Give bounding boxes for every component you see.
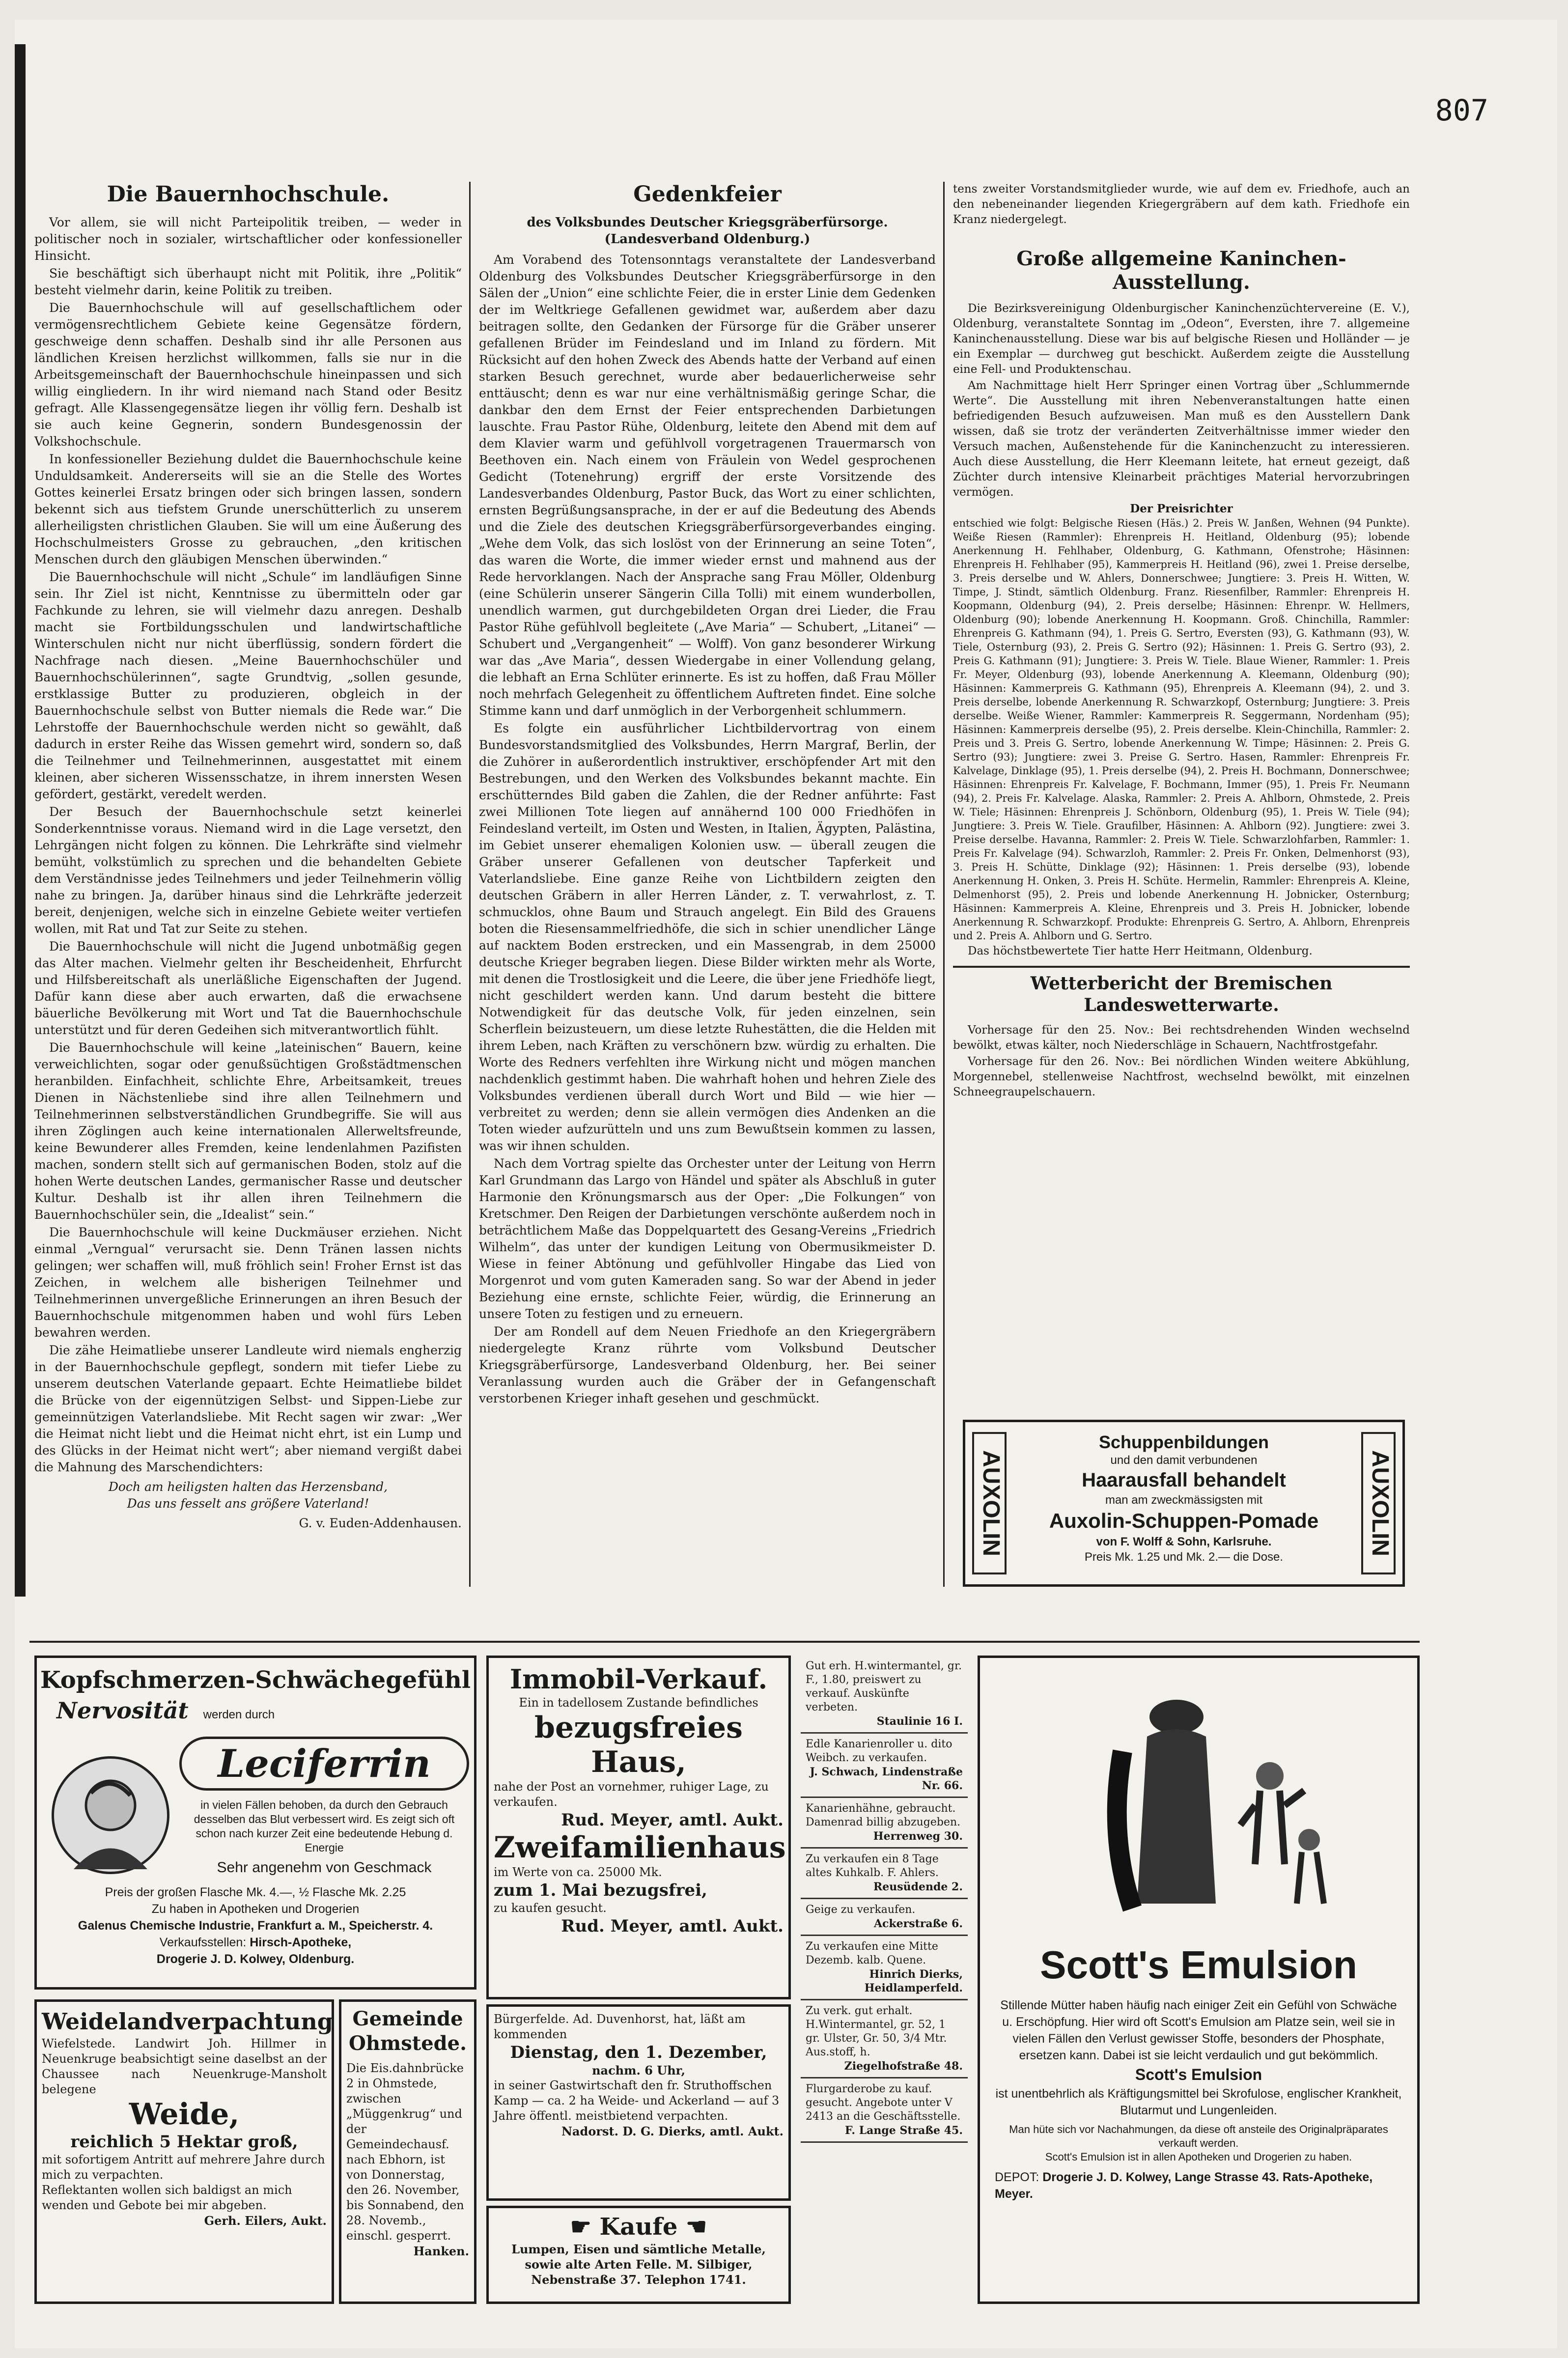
immobil-big: Zweifamilienhaus bbox=[494, 1830, 786, 1865]
scotts-subtitle: Scott's Emulsion bbox=[1135, 2066, 1262, 2083]
closing-line: Das höchstbewertete Tier hatte Herr Heitmann, Oldenburg. bbox=[968, 945, 1313, 957]
leciferrin-subline bbox=[37, 1697, 474, 1724]
seller: Drogerie J. D. Kolwey, Oldenburg. bbox=[156, 1952, 355, 1966]
immobil-text: Ein in tadellosem Zustande befindliches bbox=[519, 1696, 758, 1710]
leciferrin-sub: Nervosität bbox=[56, 1697, 189, 1724]
leciferrin-sellers bbox=[42, 1934, 469, 1951]
seller: Hirsch-Apotheke, bbox=[250, 1936, 352, 1949]
leciferrin-werden: werden durch bbox=[203, 1708, 275, 1721]
classified-signature: F. Lange Straße 45. bbox=[844, 2124, 963, 2137]
leciferrin-ad bbox=[34, 1656, 476, 1990]
article-body bbox=[953, 301, 1410, 500]
weideland-text: Reflektanten wollen sich baldigst an mich wenden und Gebote bei mir abgeben. bbox=[42, 2183, 292, 2212]
ohmstede-notice bbox=[339, 1999, 476, 2304]
paragraph: Die Bauernhochschule will nicht die Jugend unbotmäßig gegen das Alter machen. Vielmehr gelten ihr Bescheidenheit, Ehrfurcht und Hilfsbereitschaft als unerläßliche Eigenschaften der Jugend. Dafür kann diese aber auch erwarten, daß die erwachsene bäuerliche Bevölkerung mit Wort und Tat die Bauernhochschule unterstützt und für deren Gedeihen sich mitverantwortlich fühlt. bbox=[34, 939, 462, 1037]
pointing-hand-icon: ☚ bbox=[686, 2213, 707, 2241]
classified-text: Edle Kanarienroller u. dito Weibch. zu verkaufen. bbox=[806, 1738, 952, 1764]
classified-ad bbox=[801, 1798, 968, 1849]
immobil-text: nahe der Post an vornehmer, ruhiger Lage, zu verkaufen. bbox=[494, 1780, 769, 1809]
ohmstede-text: Die Eis.dahnbrücke 2 in Ohmstede, zwischen „Müggenkrug“ und der Gemeindechausf. nach Ebhorn, ist von Donnerstag, den 26. November, bis Sonnabend, den 28. Novemb., einschl. gesperrt. bbox=[346, 2061, 464, 2243]
auxolin-text bbox=[1014, 1432, 1353, 1565]
paragraph: Der Besuch der Bauernhochschule setzt keinerlei Sonderkenntnisse voraus. Niemand wird in die Lage versetzt, den Lehrgängen nicht folgen zu können. Die Lehrkräfte sind vielmehr bemüht, volkstümlich zu sprechen und die behandelten Gebiete dem Verständnisse jedes Teilnehmers und jeder Teilnehmerin völlig nahe zu bringen. Ja, darüber hinaus sind die Lehrkräfte jederzeit bereit, denjenigen, welche sich in einzelne Gebiete weiter vertiefen wollen, mit Rat und Tat zur Seite zu stehen. bbox=[34, 805, 462, 936]
buergerfelde-ad bbox=[486, 2004, 791, 2201]
classified-ad bbox=[801, 2000, 968, 2078]
article-gedenkfeier bbox=[479, 182, 936, 1408]
scotts-warning: Man hüte sich vor Nachahmungen, da diese oft ansteile des Originalpräparates verkauft werden. bbox=[1009, 2123, 1388, 2149]
classified-signature: Ackerstraße 6. bbox=[873, 1917, 963, 1930]
immobil-title: Immobil-Verkauf. bbox=[509, 1663, 768, 1695]
newspaper-page bbox=[15, 20, 1557, 2348]
paragraph: Der am Rondell auf dem Neuen Friedhofe an den Kriegergräbern niedergelegte Kranz rührte vom Volksbund Deutscher Kriegsgräberfürsorge, Landesverband Oldenburg, her. Bei seiner Veranlassung wurden auch die Gräber der in Gefangenschaft verstorbenen Krieger inhaft gesehen und geschmückt. bbox=[479, 1324, 936, 1405]
verse-line: Doch am heiligsten halten das Herzensband, bbox=[108, 1480, 388, 1494]
auxolin-price: Preis Mk. 1.25 und Mk. 2.— die Dose. bbox=[1084, 1550, 1284, 1564]
ohmstede-title: Gemeinde Ohmstede. bbox=[348, 2007, 467, 2055]
article-subtitle: (Landesverband Oldenburg.) bbox=[604, 232, 811, 247]
weideland-text: mit sofortigem Antritt auf mehrere Jahre durch mich zu verpachten. bbox=[42, 2153, 325, 2182]
paragraph: Am Nachmittage hielt Herr Springer einen Vortrag über „Schlummernde Werte“. Die Ausstellung mit ihren Nebenveranstaltungen hatte einen befriedigenden Besuch aufzuweisen. Man muß es den Ausstellern Dank wissen, daß sie trotz der veränderten Zeitverhältnisse immer wieder den Versuch machen, Außenstehende für die Kaninchenzucht zu interessieren. Auch diese Ausstellung, die Herr Kleemann leitete, hat erneut gezeigt, daß Züchter durch intensive Kleinarbeit prächtiges Material hervorzubringen vermögen. bbox=[953, 379, 1410, 499]
article-body bbox=[479, 252, 936, 1407]
article-continuation: tens zweiter Vorstandsmitglieder wurde, wie auf dem ev. Friedhofe, auch an den nebeneinander liegenden Kriegergräbern auf dem kath. Friedhofe ein Kranz niedergelegt. bbox=[953, 183, 1410, 226]
leciferrin-maker: Galenus Chemische Industrie, Frankfurt a. M., Speicherstr. 4. bbox=[78, 1919, 433, 1933]
weather-forecast-1: Vorhersage für den 25. Nov.: Bei rechtsdrehenden Winden wechselnd bewölkt, etwas kälter, noch Niederschläge in Schauern, Nachtfrostgefahr. bbox=[953, 1024, 1410, 1052]
immobil-text: im Werte von ca. 25000 Mk. bbox=[494, 1865, 662, 1879]
paragraph: Die zähe Heimatliebe unserer Landleute wird niemals engherzig in der Bauernhochschule gepflegt, sondern mit tiefer Liebe zu unserem deutschen Vaterlande gepaart. Echte Heimatliebe bildet die Brücke von der eigennützigen Selbst- und Sippen-Liebe zur gemeinnützigen Vaterlandsliebe. Mit Recht sagen wir zwar: „Wer die Heimat nicht liebt und die Heimat nicht ehrt, ist ein Lump und des Glücks in der Heimat nicht wert“; aber niemand vergißt dabei die Mahnung des Marschendichters: bbox=[34, 1343, 462, 1474]
leciferrin-availability: Zu haben in Apotheken und Drogerien bbox=[151, 1902, 360, 1916]
classified-signature: J. Schwach, Lindenstraße Nr. 66. bbox=[810, 1766, 963, 1792]
auxolin-product: Auxolin-Schuppen-Pomade bbox=[1049, 1509, 1319, 1532]
leciferrin-brand-box bbox=[179, 1737, 469, 1791]
auxolin-headline: Haarausfall behandelt bbox=[1082, 1469, 1286, 1491]
article-subtitle: des Volksbundes Deutscher Kriegsgräberfürsorge. bbox=[527, 215, 888, 230]
leciferrin-brand: Leciferrin bbox=[218, 1741, 431, 1786]
weideland-ad bbox=[34, 1999, 334, 2304]
immobil-line: zum 1. Mai bezugsfrei, bbox=[494, 1881, 707, 1900]
immobil-text: zu kaufen gesucht. bbox=[494, 1901, 607, 1915]
article-bauernhochschule bbox=[34, 182, 462, 1532]
scotts-depot bbox=[995, 2169, 1402, 2202]
section-rule bbox=[29, 1641, 1420, 1643]
immobil-ad bbox=[486, 1656, 791, 1999]
immobil-signature: Rud. Meyer, amtl. Aukt. bbox=[561, 1916, 784, 1936]
sellers-label: Verkaufsstellen: bbox=[159, 1936, 247, 1949]
kaufe-title: Kaufe bbox=[599, 2213, 678, 2241]
auxolin-line: und den damit verbundenen bbox=[1110, 1454, 1258, 1467]
weideland-title: Weidelandverpachtung bbox=[42, 2008, 333, 2035]
paragraph: Nach dem Vortrag spielte das Orchester unter der Leitung von Herrn Karl Grundmann das Largo von Händel und später als Abschluß in guter Harmonie den Krönungsmarsch aus der Oper: „Die Folkungen“ von Kretschmer. Den Reigen der Darbietungen verschönte außerdem noch in beträchtlichem Maße das Doppelquartett des Gesang-Vereins „Friedrich Wilhelm“, das unter der kundigen Leitung von Obermusikmeister D. Wiese in feiner Abtönung und gefühlvoller Hingabe das Lied von Morgenrot und vom guten Kameraden sang. So war der Abend in jeder Beziehung eine ernste, schlichte Feier, würdig, die Erinnerung an unsere Toten zu festigen und zu erneuern. bbox=[479, 1156, 936, 1321]
paragraph: Die Bauernhochschule will auf gesellschaftlichem oder vermögensrechtlichem Gebiete keine Gegensätze fördern, geschweige denn schaffen. Deshalb sind ihr alle Personen aus ländlichen Kreisen herzlichst willkommen, falls sie nur in die Arbeitsgemeinschaft der Bauernhochschule hineinpassen und sich willig eingliedern. In ihr wird niemand nach Stand oder Besitz gefragt. Alle Klassengegensätze liegen ihr völlig fern. Deshalb ist sie auch keine Gegnerin, sondern Bundesgenossin der Volkshochschule. bbox=[34, 301, 462, 449]
ohmstede-signature: Hanken. bbox=[413, 2244, 469, 2258]
leciferrin-taste: Sehr angenehm von Geschmack bbox=[217, 1859, 432, 1876]
scotts-paragraph: ist unentbehrlich als Kräftigungsmittel bei Skrofulose, englischer Krankheit, Blutarmut und Lungenleiden. bbox=[995, 2087, 1402, 2117]
buergerfelde-text: Bürgerfelde. Ad. Duvenhorst, hat, läßt am kommenden bbox=[494, 2012, 746, 2041]
headache-illustration bbox=[52, 1756, 169, 1874]
paragraph: Die Bauernhochschule will keine Duckmäuser erziehen. Nicht einmal „Verngual“ verursacht sie. Denn Tränen lassen nichts gelingen; wer schaffen will, muß fröhlich sein! Froher Ernst ist das Zeichen, in welchem alle bisherigen Teilnehmer und Teilnehmerinnen unvergeßliche Erinnerungen an ihren Besuch der Bauernhochschule mitgenommen haben und wohl fürs Leben bewahren werden. bbox=[34, 1225, 462, 1340]
auxolin-side-label: AUXOLIN bbox=[972, 1432, 1007, 1574]
leciferrin-title: Kopfschmerzen-Schwächegefühl bbox=[40, 1666, 471, 1694]
classified-text: Gut erh. H.wintermantel, gr. F., 1.80, preiswert zu verkauf. Auskünfte verbeten. bbox=[806, 1660, 962, 1713]
immobil-signature: Rud. Meyer, amtl. Aukt. bbox=[561, 1810, 784, 1830]
weather-forecast-2: Vorhersage für den 26. Nov.: Bei nördlichen Winden weitere Abkühlung, Morgennebel, stellenweise Nachtfrost, wechselnd bewölkt, mit einzelnen Schneegraupelschauern. bbox=[953, 1055, 1410, 1098]
prize-heading: Der Preisrichter bbox=[1130, 502, 1233, 515]
classified-ad bbox=[801, 1656, 968, 1734]
leciferrin-price: Preis der großen Flasche Mk. 4.—, ½ Flasche Mk. 2.25 bbox=[105, 1885, 406, 1899]
buergerfelde-date: Dienstag, den 1. Dezember, bbox=[510, 2043, 767, 2062]
weideland-big: Weide, bbox=[129, 2097, 240, 2132]
leciferrin-text: in vielen Fällen behoben, da durch den Gebrauch desselben das Blut verbessert wird. Es zeigt sich oft schon nach kurzer Zeit eine bedeutende Hebung d. Energie bbox=[194, 1798, 455, 1854]
depot-label: DEPOT: bbox=[995, 2170, 1039, 2184]
prize-list: entschied wie folgt: Belgische Riesen (Häs.) 2. Preis W. Janßen, Wehnen (94 Punkte). Weiße Riesen (Rammler): Ehrenpreis H. Heitland, Oldenburg (95); lobende Anerkennung H. Fehlhaber, Oldenburg, G. Kathmann, Ofenstrohe; Häsinnen: Ehrenpreis H. Fehlhaber (95), Kammerpreis H. Heitland (96), zwei 1. Preise derselbe, 3. Preis derselbe und W. Ahlers, Donnerschwee; Jungtiere: 3. Preis H. Witten, W. Timpe, J. Stindt, sämtlich Oldenburg. Franz. Riesenfilber, Rammler: Ehrenpreis H. Koopmann, Oldenburg (94), 2. Preis derselbe; Häsinnen: Ehrenpr. W. Hellmers, Oldenburg (90); lobende Anerkennung H. Koopmann. Groß. Chinchilla, Rammler: Ehrenpreis G. Kathmann (94), 1. Preis G. Sertro, Eversten (93), G. Kathmann (93), W. Tiele, Osternburg (93), 2. Preis G. Sertro (92); Häsinnen: 1. Preis G. Sertro (93), 2. Preis G. Kathmann (91); Jungtiere: 3. Preis W. Tiele. Blaue Wiener, Rammler: 1. Preis Fr. Meyer, Oldenburg (93), lobende Anerkennung A. Kleemann, Oldenburg (90); Häsinnen: Kammerpreis G. Kathmann (95), Ehrenpreis A. Kleemann (94), 2. und 3. Preis derselbe, lobende Anerkennung R. Schwarzkopf, Osternburg; Jungtiere: 3. Preis derselbe. Weiße Wiener, Rammler: Kammerpreis R. Seggermann, Nordenham (95); Häsinnen: Kammerpreis derselbe (95), 2. Preis derselbe. Klein-Chinchilla, Rammler: 2. Preis und 3. Preis G. Sertro, lobende Anerkennung W. Timpe; Häsinnen: 2. Preis G. Sertro (93); Jungtiere: zwei 3. Preise G. Sertro. Hasen, Rammler: Ehrenpreis Fr. Kalvelage, Dinklage (95), 1. Preis derselbe (94), 2. Preis H. Bochmann, Donnerschwee; Häsinnen: Ehrenpreis Fr. Kalvelage, F. Bochmann, Immer (95), 1. Preis Fr. Neumann (94), 2. Preis Fr. Kalvelage. Alaska, Rammler: 2. Preis A. Ahlborn, Ohmstede, 2. Preis W. Tiele; Häsinnen: Ehrenpreis J. Schönborn, Oldenburg (95), 1. Preis W. Tiele (94); Jungtiere: 3. Preis W. Tiele. Graufilber, Häsinnen: A. Ahlborn (92). Jungtiere: zwei 3. Preise derselbe. Havanna, Rammler: 2. Preis W. Tiele. Schwarzlohfarben, Rammler: 1. Preis Fr. Kalvelage (94). Schwarzloh, Rammler: 2. Preis Fr. Onken, Delmenhorst (93), 3. Preis H. Schütte, Dinklage (92); Häsinnen: 1. Preis derselbe (93), lobende Anerkennung H. Onken, 3. Preis H. Schüte. Hermelin, Rammler: Ehrenpreis A. Kleine, Delmenhorst (95), 2. Preis und lobende Anerkennung H. Jobnicker, Osternburg; Häsinnen: Kammerpreis A. Kleine, Ehrenpreis und 3. Preis H. Jobnicker, lobende Anerkennung R. Schwarzkopf. Produkte: Ehrenpreis G. Sertro, A. Ahlborn, Ehrenpreis und 2. Preis A. Ahlborn und G. Sertro. bbox=[953, 517, 1410, 942]
classified-signature: Herrenweg 30. bbox=[873, 1830, 963, 1843]
immobil-big: bezugsfreies Haus, bbox=[534, 1711, 743, 1779]
weideland-signature: Gerh. Eilers, Aukt. bbox=[204, 2214, 327, 2228]
classified-ad bbox=[801, 2078, 968, 2143]
buergerfelde-text: in seiner Gastwirtschaft den fr. Struthoffschen Kamp — ca. 2 ha Weide- und Ackerland — auf 3 Jahre öffentl. meistbietend verpachten. bbox=[494, 2078, 780, 2123]
scotts-text bbox=[995, 1997, 1402, 2202]
weideland-size: reichlich 5 Hektar groß, bbox=[70, 2132, 298, 2152]
paragraph: In konfessioneller Beziehung duldet die Bauernhochschule keine Unduldsamkeit. Andererseits will sie an die Stelle des Wortes Gottes keinerlei Ersatz bringen oder sich bringen lassen, sondern bekennt sich aus tiefstem Grunde unerschütterlich zu unserem allerheiligsten christlichen Glauben. Sie will um eine Äußerung des Hochschulmeisters Grosse zu gebrauchen, „den kritischen Menschen durch den gläubigen Menschen überwinden.“ bbox=[34, 452, 462, 566]
classified-text: Zu verkaufen eine Mitte Dezemb. kalb. Quene. bbox=[806, 1940, 938, 1966]
classified-text: Kanarienhähne, gebraucht. Damenrad billig abzugeben. bbox=[806, 1802, 961, 1828]
kaufe-text: Lumpen, Eisen und sämtliche Metalle, sowie alte Arten Felle. M. Silbiger, Nebenstraße 37. Telephon 1741. bbox=[511, 2242, 766, 2287]
scotts-title: Scott's Emulsion bbox=[1040, 1943, 1357, 1987]
small-ads-column bbox=[801, 1656, 968, 2304]
paragraph: Es folgte ein ausführlicher Lichtbildervortrag von einem Bundesvorstandsmitglied des Volksbundes, Herrn Margraf, Berlin, der die Zuhörer in außerordentlich instruktiver, erschöpfender Art mit den Bestrebungen, und den Werken des Volksbundes bekannt machte. Ein erschütterndes Bild gaben die Zahlen, die der Redner anführte: Fast zwei Millionen Tote liegen auf annähernd 100 000 Friedhöfen in Feindesland verteilt, im Osten und Westen, in Italien, Ägypten, Palästina, im Gebiet unserer ehemaligen Kolonien usw. — überall zeugen die Gräber unserer Gefallenen von deutscher Tapferkeit und Vaterlandsliebe. Eine ganze Reihe von Lichtbildern zeigten den deutschen Gräbern in aller Herren Länder, z. T. verwahrlost, z. T. schmucklos, ohne Baum und Strauch angelegt. Ein Bild des Grauens boten die Riesensammelfriedhöfe, die sich in schier unendlicher Länge auf nacktem Boden erstrecken, und ein Massengrab, in dem 25000 deutsche Krieger begraben liegen. Diese Bilder wirkten mehr als Worte, mit denen die Trostlosigkeit und die Leere, die über jene Friedhöfe liegt, nicht geschildert werden kann. Und darum besteht die bittere Notwendigkeit für das deutsche Volk, für jeden einzelnen, sein Scherflein beizusteuern, um diese letzte Ruhestätten, die die Helden mit ihrem Leben, nach Kräften zu verschönern bzw. würdig zu erhalten. Die Worte des Redners verfehlten ihre Wirkung nicht und mögen manchen nachdenklich gestimmt haben. Die wahrhaft hohen und hehren Ziele des Volksbundes verdienen überall durch Wort und Bild — wie hier — verbreitet zu werden; denn sie allein vermögen dies Andenken an die Toten wieder aufzurütteln und uns zum Bewußtsein kommen zu lassen, was wir ihnen schulden. bbox=[479, 721, 936, 1153]
auxolin-line: man am zweckmässigsten mit bbox=[1105, 1493, 1263, 1507]
paragraph: Die Bauernhochschule will keine „lateinischen“ Bauern, keine verweichlichten, sogar oder genußsüchtigen Großstädtmenschen heranbilden. Einfachheit, schlichte Ehre, Arbeitsamkeit, treues Dienen in Nächstenliebe sind ihre allen Teilnehmern und Teilnehmerinnen selbstverständlichen Grundbegriffe. Sie will aus ihren Zöglingen auch keine internationalen Allerweltsfreunde, keine Bewunderer alles Fremden, keine lendenlahmen Pazifisten machen, sondern stellt sich auf germanischen Boden, stolz auf die hohen Werte deutschen Landes, germanischer Rasse und deutscher Kultur. Deshalb ist ihr allen ihren Teilnehmern die Bauernhochschüler sein, die „Idealist“ sein.“ bbox=[34, 1040, 462, 1222]
paragraph: Am Vorabend des Totensonntags veranstaltete der Landesverband Oldenburg des Volksbundes Deutscher Kriegsgräberfürsorge in den Sälen der „Union“ eine schlichte Feier, die in erster Linie dem Gedenken der im Weltkriege Gefallenen gewidmet war, außerdem aber dazu beitragen sollte, den Gedanken der Fürsorge für die Gräber unserer gefallenen Brüder im Feindesland und im Inland zu fördern. Mit Rücksicht auf den hohen Zweck des Abends hatte der Verband auf einen starken Besuch gerechnet, wurde aber bedauerlicherweise sehr enttäuscht; denn es war nur eine verhältnismäßig geringe Schar, die dankbar den dem Ernst der Feier entsprechenden Darbietungen lauschte. Frau Pastor Rühe, Oldenburg, leitete den Abend mit dem auf dem Klavier warm und gefühlvoll vorgetragenen Trauermarsch von Beethoven ein. Nach einem von Fräulein von Wedel gesprochenen Gedicht (Totenehrung) ergriff der erste Vorsitzende des Landesverbandes Oldenburg, Pastor Buck, das Wort zu einer schlichten, ernsten Begrüßungsansprache, in der er auf die Bedeutung des Abends und die Ziele des deutschen Kriegsgräberfürsorgeverbandes einging. „Wehe dem Volk, das sich loslöst von der Erinnerung an seine Toten“, das waren die Worte, die immer wieder ernst und mahnend aus der Rede hervorklangen. Nach der Ansprache sang Frau Möller, Oldenburg (eine Schülerin unserer Sängerin Cilla Tolli) mit einem wunderbollen, unendlich warmen, gut durchgebildeten Organ drei Lieder, die Frau Pastor Rühe gefühlvoll begleitete („Ave Maria“ — Schubert, „Litanei“ — Schubert und „Vergangenheit“ — Wolff). Von ganz besonderer Wirkung war das „Ave Maria“, dessen Wiedergabe in einer Vollendung gelang, die lebhaft an Erna Schlüter erinnerte. Es ist zu hoffen, daß Frau Möller noch mehrfach Gelegenheit zu öffentlichem Auftreten findet. Eine solche Stimme kann und darf unmöglich in der Verborgenheit schlummern. bbox=[479, 253, 936, 718]
paragraph: Sie beschäftigt sich überhaupt nicht mit Politik, ihre „Politik“ besteht vielmehr darin, keine Politik zu treiben. bbox=[34, 266, 462, 297]
verse bbox=[34, 1479, 462, 1512]
person-holding-head-icon bbox=[54, 1759, 167, 1872]
column-three bbox=[953, 182, 1410, 1101]
article-title: Die Bauernhochschule. bbox=[107, 182, 390, 207]
buergerfelde-signature: Nadorst. D. G. Dierks, amtl. Aukt. bbox=[561, 2124, 784, 2138]
scotts-availability: Scott's Emulsion ist in allen Apotheken und Drogerien zu haben. bbox=[1045, 2151, 1352, 2163]
auxolin-maker: von F. Wolff & Sohn, Karlsruhe. bbox=[1096, 1535, 1272, 1548]
classified-ad bbox=[801, 1936, 968, 2000]
scotts-emulsion-ad bbox=[978, 1656, 1420, 2304]
classified-text: Zu verkaufen ein 8 Tage altes Kuhkalb. F. Ahlers. bbox=[806, 1853, 939, 1879]
fisherman-illustration bbox=[1049, 1678, 1353, 1923]
paragraph: Vor allem, sie will nicht Parteipolitik treiben, — weder in politischer noch in sozialer, wirtschaftlicher oder konfessioneller Hinsicht. bbox=[34, 215, 462, 263]
column-rule bbox=[469, 182, 471, 1587]
classified-signature: Ziegelhofstraße 48. bbox=[844, 2060, 963, 2073]
classified-signature: Reusüdende 2. bbox=[873, 1881, 963, 1893]
classified-text: Flurgarderobe zu kauf. gesucht. Angebote unter V 2413 an die Geschäftsstelle. bbox=[806, 2083, 961, 2123]
article-signature: G. v. Euden-Addenhausen. bbox=[299, 1516, 462, 1530]
kaufe-ad bbox=[486, 2206, 791, 2304]
fisherman-with-fish-icon bbox=[1049, 1678, 1353, 1923]
weather-report bbox=[953, 966, 1410, 1100]
auxolin-headline: Schuppenbildungen bbox=[1099, 1432, 1269, 1452]
weideland-text: Wiefelstede. Landwirt Joh. Hillmer in Neuenkruge beabsichtigt seine daselbst an der Chaussee nach Neuenkruge-Mansholt belegene bbox=[42, 2037, 327, 2096]
article-title: Große allgemeine Kaninchen-Ausstellung. bbox=[1016, 247, 1346, 294]
column-rule bbox=[943, 182, 945, 1587]
kaufe-title-row bbox=[493, 2212, 784, 2242]
classified-signature: Hinrich Dierks, Heidlamperfeld. bbox=[864, 1968, 963, 1994]
pointing-hand-icon: ☛ bbox=[570, 2213, 591, 2241]
classified-ad bbox=[801, 1899, 968, 1936]
classified-ad bbox=[801, 1849, 968, 1899]
weather-title: Wetterbericht der Bremischen Landeswetterwarte. bbox=[1030, 973, 1333, 1015]
article-body bbox=[34, 214, 462, 1476]
article-title: Gedenkfeier bbox=[633, 182, 782, 207]
classified-ad bbox=[801, 1734, 968, 1798]
leciferrin-footer bbox=[42, 1884, 469, 1967]
auxolin-ad bbox=[963, 1420, 1405, 1587]
classified-text: Geige zu verkaufen. bbox=[806, 1904, 916, 1916]
buergerfelde-time: nachm. 6 Uhr, bbox=[592, 2063, 685, 2077]
paragraph: Die Bezirksvereinigung Oldenburgischer Kaninchenzüchtervereine (E. V.), Oldenburg, veranstaltete Sonntag im „Odeon“, Eversten, ihre 7. allgemeine Kaninchenausstellung. Diese war bis auf belgische Riesen und Holländer — je ein Exemplar — durchweg gut beschickt. Außerdem zeigte die Ausstellung eine Fell- und Produktenschau. bbox=[953, 302, 1410, 376]
scotts-paragraph: Stillende Mütter haben häufig nach einiger Zeit ein Gefühl von Schwäche u. Erschöpfung. Hier wird oft Scott's Emulsion am Platze sein, weil sie in vielen Fällen den Verlust gewisser Stoffe, besonders der Phosphate, ersetzen kann. Dabei ist sie leicht verdaulich und gut bekömmlich. bbox=[1000, 1998, 1397, 2062]
depot-text: Drogerie J. D. Kolwey, Lange Strasse 43. Rats-Apotheke, Meyer. bbox=[995, 2170, 1373, 2201]
page-edge-bar bbox=[15, 44, 26, 1597]
classified-text: Zu verk. gut erhalt. H.Wintermantel, gr. 52, 1 gr. Ulster, Gr. 50, 3/4 Mtr. Aus.stoff, h. bbox=[806, 2005, 947, 2058]
page-number: 807 bbox=[1435, 93, 1488, 128]
classified-signature: Staulinie 16 I. bbox=[876, 1715, 963, 1728]
paragraph: Die Bauernhochschule will nicht „Schule“ im landläufigen Sinne sein. Ihr Ziel ist nicht, Kenntnisse zu übermitteln oder gar Fachkunde zu lehren, sie will vielmehr dazu anregen. Deshalb macht sie Fortbildungsschulen und landwirtschaftliche Winterschulen nicht nur nicht überflüssig, sondern fördert die Nachfrage nach diesen. „Meine Bauernhochschüler und Bauernhochschülerinnen“, sagte Grundtvig, „sollen gesunde, erstklassige Butter zu produzieren, obgleich in der Bauernhochschule selbst von Butter niemals die Rede war.“ Die Lehrstoffe der Bauernhochschule werden nicht so gewählt, daß dadurch in erster Reihe das Wissen gemehrt wird, sondern so, daß die Teilnehmer und Teilnehmerinnen, ausgestattet mit einem kleinen, aber sicheren Wissensschatze, in ihrem innersten Wesen gefördert, gestärkt, veredelt werden. bbox=[34, 570, 462, 801]
verse-line: Das uns fesselt ans größere Vaterland! bbox=[127, 1496, 369, 1511]
auxolin-side-label: AUXOLIN bbox=[1361, 1432, 1396, 1574]
